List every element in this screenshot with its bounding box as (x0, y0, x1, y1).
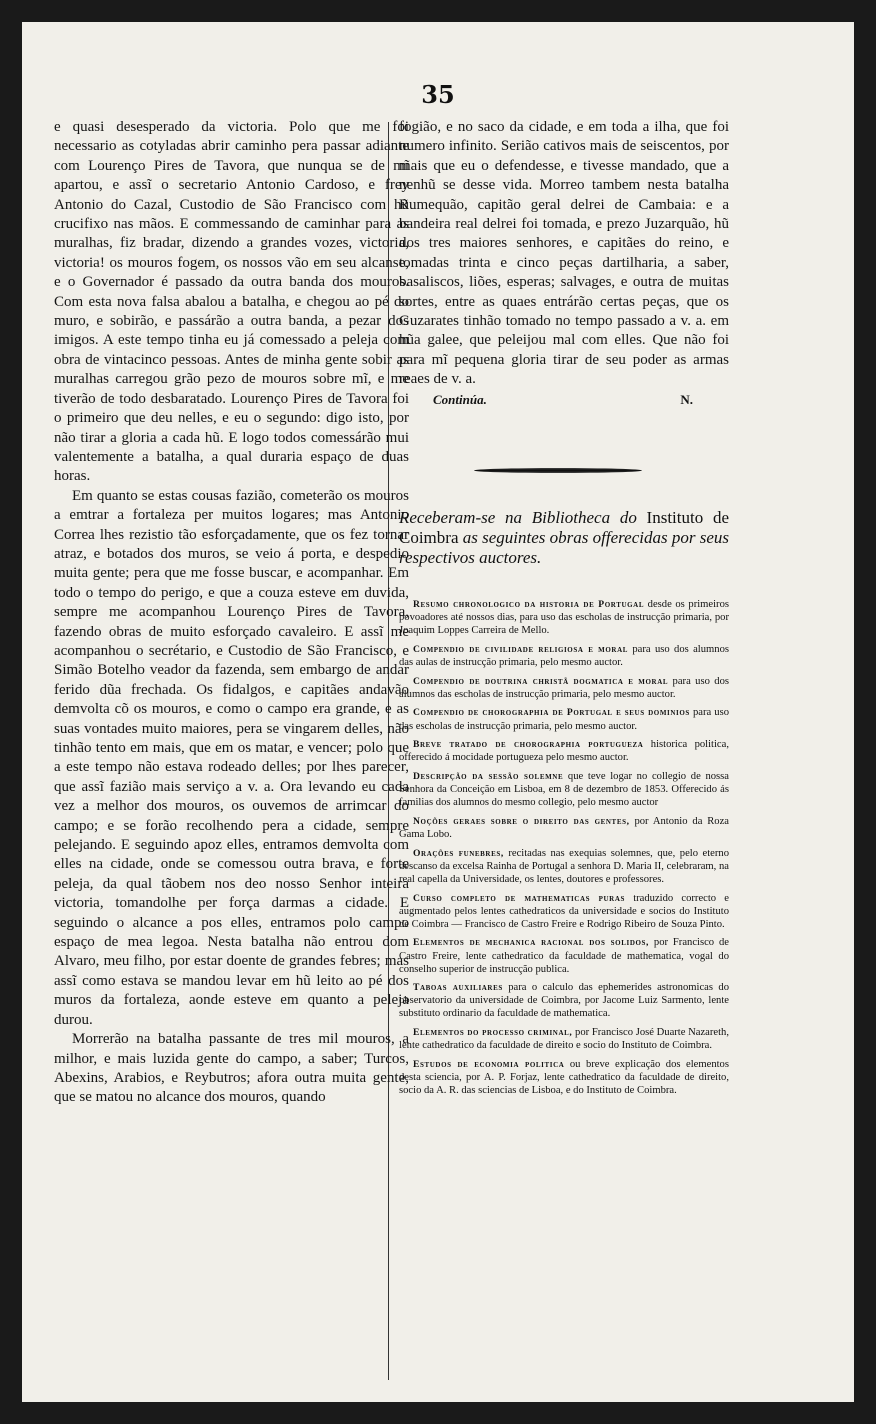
book-entry (399, 1058, 729, 1097)
book-title: Compendio de chorographia de Portugal e seus dominios (413, 707, 690, 719)
book-list (399, 598, 729, 1103)
book-description: historica politica, offerecido á mocidade portugueza pelo mesmo auctor. (399, 739, 729, 764)
continuation-line (399, 390, 729, 409)
book-title: Estudos de economia politica (413, 1058, 565, 1070)
notice-italic-b: as seguintes obras offerecidas por seus respectivos auctores. (399, 528, 729, 567)
book-entry (399, 598, 729, 637)
book-entry (399, 706, 729, 732)
book-description: desde os primeiros povoadores até nossos dias, para uso das escholas de instrucção primaria, por Joaquim Loppes Carreira de Mello. (399, 599, 729, 637)
book-entry (399, 1026, 729, 1052)
book-entry (399, 936, 729, 975)
newspaper-page (22, 22, 854, 1402)
book-entry (399, 892, 729, 931)
book-description: por Francisco José Duarte Nazareth, lente cathedratico da faculdade de direito e socio do Instituto de Coimbra. (399, 1027, 729, 1052)
book-entry (399, 847, 729, 886)
page-number: 35 (421, 80, 455, 109)
left-paragraph-2: Em quanto se estas cousas fazião, cometerão os mouros a emtrar a fortaleza per muitos logares; mas Antonio Correa lhes rezistio tão esforçadamente, que os fez tornar atraz, e botados dos muros, se veio á porta, e despedio muita gente; pera que me fosse buscar, e acompanhar. Em todo o tempo do perigo, e que a couza esteve em duvida, sempre me acompanhou Lourenço Pires de Tavora, fazendo obras de muito esforçado cavaleiro. E assĩ me acompanhou o secrétario, e Custodio de São Francisco, e Simão Botelho veador da fazenda, sem embargo de andar ferido dũa frechada. Os fidalgos, e capitães andavão demvolta cõ os mouros, e como o campo era grande, e as suas vontades muito maiores, pera se vingarem delles, não tinhão tento em mais, que em os matar, e vencer; polo que a este tempo não estava rodeado delles; por lhes parecer, que assĩ fazião mais serviço a v. a. Ora levando eu cada vez a melhor dos mouros, os ouvemos de arrimcar do campo; e se forão recolhendo pera a cidade, sempre pelejando. E seguindo apoz elles, entramos demvolta com elles na cidade, onde se comessou outra brava, e forte peleja, da qual tãobem nos deo nosso Senhor inteira victoria, tomandolhe per força darmas a cidade. E seguindo o alcance a pos elles, entramos polo campo espaço de mea legoa. Nesta batalha não entrou dom Alvaro, meu filho, por estar doente de grandes febres; mas assĩ como estava se mandou levar em hũ leito ao pé dos muros da fortaleza, aonde esteve em quanto a peleja durou. (54, 487, 409, 1028)
book-entry (399, 981, 729, 1020)
book-title: Curso completo de mathematicas puras (413, 892, 625, 904)
book-description: ou breve explicação dos elementos desta sciencia, por A. P. Forjaz, lente cathedratico da faculdade de direito, socio da A. R. das sciencias de Lisboa, e do Instituto de Coimbra. (399, 1058, 729, 1097)
book-title: Breve tratado de chorographia portugueza (413, 739, 644, 751)
book-title: Taboas auxiliares (413, 982, 503, 994)
ornamental-rule (474, 468, 642, 473)
book-description: que teve logar no collegio de nossa Senhora da Conceição em Lisboa, em 8 de dezembro de 1853. Offerecido ás familias dos alumnos do mesmo collegio, pelo mesmo auctor (399, 771, 729, 809)
book-description: recitadas nas exequias solemnes, que, pelo eterno descanso da excelsa Rainha de Portugal a senhora D. Maria II, celebraram, na real capella da Universidade, os lentes, doutores e professores. (399, 847, 729, 885)
book-entry (399, 770, 729, 809)
library-notice (399, 508, 729, 568)
book-title: Compendio de doutrina christã dogmatica e moral (413, 675, 669, 687)
book-description: para uso dos alumnos das escholas de instrucção primaria, pelo mesmo auctor. (399, 675, 730, 700)
book-description: por Francisco de Castro Freire, lente cathedratico da faculdade de mathematica, vogal do conselho superior de instrucção publica. (399, 937, 729, 975)
book-entry (399, 815, 729, 841)
right-paragraph-1: fogião, e no saco da cidade, e em toda a ilha, que foi numero infinito. Serião cativos mais de seiscentos, por mais que eu o defendesse, e tivesse mandado, que a nenhũ se desse vida. Morreo tambem nesta batalha Rumequão, capitão geral delrei de Cambaia: e a bandeira real delrei foi tomada, e prezo Juzarquão, hũ dos tres maiores senhores, e capitães do reino, e tomadas trinta e cinco peças dartilharia, a saber, basaliscos, liões, esperas; salvages, e outra de muitas sortes, entre as quaes entrárão certas peças, que os Guzarates tinhão tomado no tempo passado a v. a. em hũa galee, que peleijou mal com elles. Que não foi para mĩ pequena gloria tirar de seu poder as armas reaes de v. a. (399, 119, 729, 388)
continua-label: Continúa. (433, 391, 487, 407)
book-entry (399, 738, 729, 764)
book-description: traduzido correcto e augmentado pelos lentes cathedraticos da universidade e socios do Instituto de Coimbra — Francisco de Castro Freire e Rodrigo Ribeiro de Souza Pinto. (399, 892, 729, 930)
book-description: por Antonio da Roza Gama Lobo. (399, 815, 730, 840)
book-description: para o calculo das ephemerides astronomicas do observatorio da universidade de Coimbra, por Jacome Luiz Sarmento, lente substituto ordinario da faculdade de mathematica. (399, 982, 729, 1020)
book-title: Resumo chronologico da historia de Portugal (413, 599, 645, 610)
book-title: Noções geraes sobre o direito das gentes, (413, 815, 630, 827)
right-column (399, 118, 729, 409)
book-description: para uso das escholas de instrucção primaria, pelo mesmo auctor. (399, 707, 729, 732)
book-title: Orações funebres, (413, 847, 504, 859)
book-title: Descripção da sessão solemne (413, 771, 564, 782)
book-title: Compendio de civilidade religiosa e moral (413, 643, 629, 655)
left-paragraph-1: e quasi desesperado da victoria. Polo que me foi necessario as cotyladas abrir caminho pera passar adiante com Lourenço Pires de Tavora, que nunqua se de mĩ apartou, e assĩ o secretario Antonio Cardoso, e frey Antonio do Cazal, Custodio de São Francisco com hũ crucifixo nas mãos. E commessando de caminhar para as muralhas, fiz bradar, dizendo a grandes vozes, victoria, victoria! os mouros fogem, os nossos vão em seu alcanse, e o Governador é passado da outra banda dos mouros. Com esta nova falsa abalou a batalha, e chegou ao pé do muro, e sobirão, e passárão a outra banda, a pezar dos imigos. A este tempo tinha eu já comessado a peleja com obra de vintacinco pessoas. Antes de minha gente sobir as muralhas carregou grão pezo de mouros sobre mĩ, e me tiverão de todo desbaratado. Lourenço Pires de Tavora foi o primeiro que deu nelles, e eu o segundo: digo isto, por não tirar a gloria a cada hũ. E logo todos comessárão mui valentemente a batalha, a qual duraria espaço de duas horas. (54, 119, 409, 485)
book-description: para uso dos alumnos das aulas de instrucção primaria, pelo mesmo auctor. (399, 643, 729, 668)
book-title: Elementos de mechanica racional dos solidos, (413, 937, 650, 949)
notice-roman: Instituto de Coimbra (399, 508, 729, 547)
book-title: Elementos do processo criminal, (413, 1027, 573, 1039)
signature: N. (680, 391, 693, 407)
book-entry (399, 675, 729, 701)
left-paragraph-3: Morrerão na batalha passante de tres mil mouros, a milhor, e mais luzida gente do campo, a saber; Turcos, Abexins, Arabios, e Reybutros; afora outra muita gente, que se matou no alcance dos mouros, quando (54, 1031, 409, 1106)
book-entry (399, 643, 729, 669)
notice-italic-a: Receberam-se na Bibliotheca do (399, 508, 637, 527)
left-column (54, 118, 409, 1108)
